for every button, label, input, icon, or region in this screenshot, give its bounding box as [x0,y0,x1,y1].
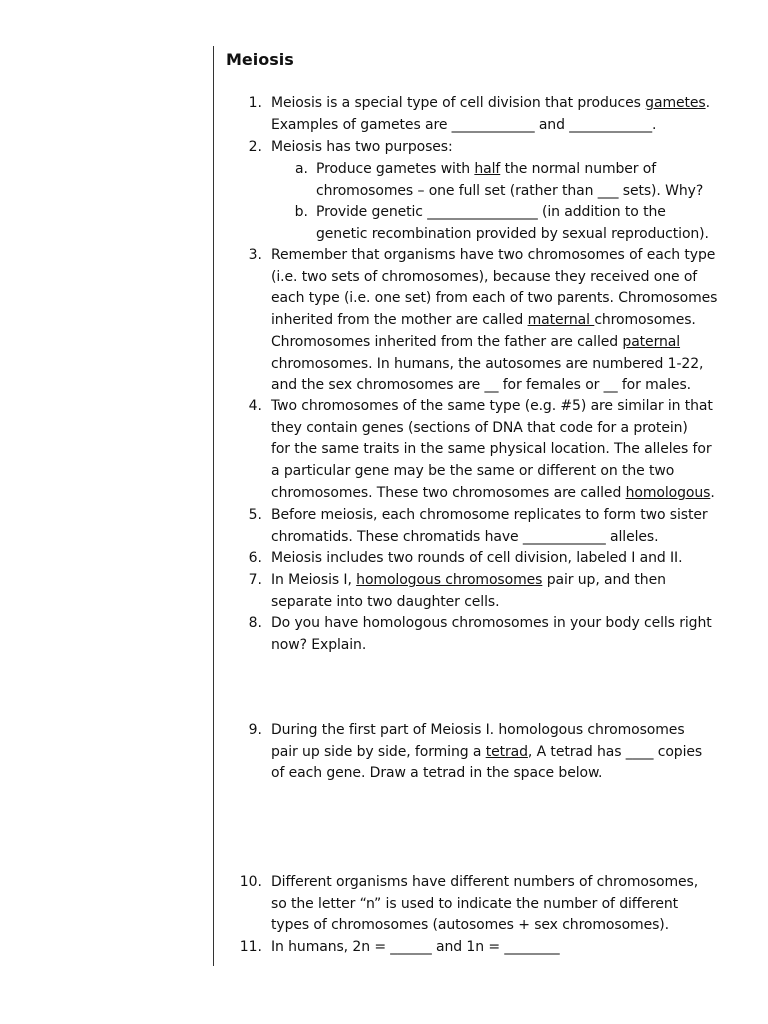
item-text-line [271,763,602,784]
text-run: chromosomes. These two chromosomes are called [271,484,626,501]
text-run: Chromosomes inherited from the father are called [271,333,623,350]
text-run: each type (i.e. one set) from each of two parents. Chromosomes [271,290,718,307]
item-text-line [271,375,691,396]
item-text-line [271,418,688,439]
text-run: Do you have homologous chromosomes in your body cells right [271,615,712,631]
text-run: they contain genes (sections of DNA that code for a protein) [271,419,688,436]
item-number: 8. [248,615,262,631]
item-text-line [271,894,678,915]
text-run: and the sex chromosomes are __ for females or __ for males. [271,377,691,394]
text-run: Meiosis has two purposes: [271,139,453,155]
item-text-line [271,115,656,136]
item-number: 5. [248,507,262,523]
text-run: Meiosis is a special type of cell division that produces [271,95,646,111]
item-text-line [271,613,712,634]
item-number: 4. [248,398,262,414]
item-number: 11. [239,939,262,955]
item-number: 3. [248,247,262,263]
item-text-line [271,635,366,656]
underlined-term: tetrad [485,743,528,760]
item-text-line [316,224,709,245]
item-number: a. [294,161,308,177]
item-text-line [271,527,658,548]
text-run: of each gene. Draw a tetrad in the space below. [271,765,603,782]
item-text-line [271,137,453,158]
margin-line [213,46,214,966]
text-run: types of chromosomes (autosomes + sex chromosomes). [271,917,670,934]
item-text-line [271,245,715,266]
text-run: Produce gametes with [316,161,475,177]
underlined-term: homologous chromosomes [356,572,543,588]
item-number: b. [294,204,308,220]
item-text-line [271,396,713,417]
text-run: Examples of gametes are ____________ and ____________. [271,116,657,133]
text-run: During the first part of Meiosis I. homologous chromosomes [271,722,685,738]
item-number: 7. [248,572,262,588]
text-run: separate into two daughter cells. [271,593,500,610]
item-number: 9. [248,722,262,738]
item-text-line [271,505,708,526]
item-text-line [271,872,698,893]
text-run: , A tetrad has ____ copies [527,743,703,760]
text-run: Different organisms have different numbers of chromosomes, [271,874,699,890]
item-text-line [271,742,702,763]
text-run: inherited from the mother are called [271,312,528,329]
item-number: 1. [248,95,262,111]
underlined-term: half [474,161,501,177]
item-text-line [271,439,712,460]
text-run: the normal number of [500,161,657,177]
text-run: chromosomes – one full set (rather than ___ sets). Why? [316,182,704,199]
item-text-line [316,181,703,202]
item-text-line [316,202,666,223]
text-run: for the same traits in the same physical location. The alleles for [271,441,712,458]
item-text-line [271,915,669,936]
item-text-line [271,570,666,591]
item-text-line [271,354,703,375]
text-run: Two chromosomes of the same type (e.g. #5) are similar in that [271,398,713,414]
text-run: pair up, and then [542,572,666,588]
item-text-line [271,332,680,353]
page-title: Meiosis [226,50,294,69]
text-run: now? Explain. [271,636,367,653]
item-text-line [271,483,715,504]
underlined-term: paternal [622,333,681,350]
text-run: . [705,95,710,111]
text-run: Before meiosis, each chromosome replicates to form two sister [271,507,708,523]
item-text-line [271,461,674,482]
item-text-line [271,720,685,741]
text-run: chromatids. These chromatids have ____________ alleles. [271,528,659,545]
text-run: a particular gene may be the same or different on the two [271,463,675,480]
underlined-term: gametes [645,95,706,111]
item-text-line [271,93,710,114]
item-text-line [271,592,499,613]
text-run: (i.e. two sets of chromosomes), because they received one of [271,268,698,285]
item-text-line [271,288,717,309]
text-run: . [710,484,715,501]
text-run: In Meiosis I, [271,572,357,588]
text-run: chromosomes. In humans, the autosomes are numbered 1-22, [271,355,704,372]
item-text-line [271,267,697,288]
item-number: 10. [239,874,262,890]
item-text-line [271,548,682,569]
text-run: chromosomes. [594,312,696,329]
item-number: 6. [248,550,262,566]
item-text-line [271,937,560,958]
text-run: pair up side by side, forming a [271,743,486,760]
item-text-line [316,159,656,180]
underlined-term: homologous [625,484,711,501]
text-run: Meiosis includes two rounds of cell division, labeled I and II. [271,550,683,566]
item-number: 2. [248,139,262,155]
underlined-term: maternal [527,312,595,329]
text-run: so the letter “n” is used to indicate the number of different [271,895,678,912]
text-run: In humans, 2n = ______ and 1n = ________ [271,939,560,955]
item-text-line [271,310,696,331]
text-run: genetic recombination provided by sexual reproduction). [316,225,709,242]
text-run: Provide genetic ________________ (in addition to the [316,204,666,220]
text-run: Remember that organisms have two chromosomes of each type [271,247,716,263]
